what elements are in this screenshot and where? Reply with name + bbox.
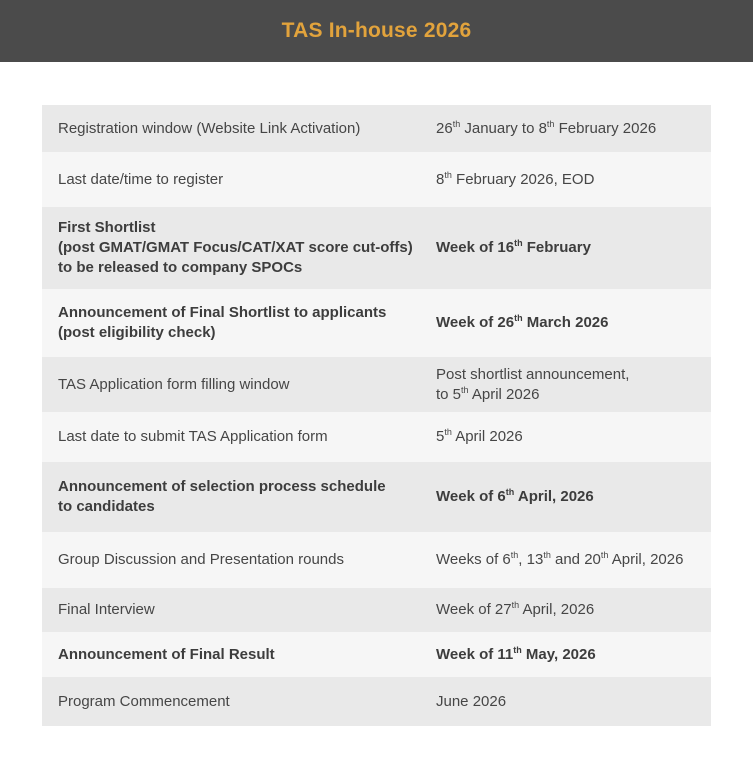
event-cell	[42, 645, 436, 665]
date-cell	[436, 645, 711, 665]
table-row	[42, 532, 711, 588]
date-line: 5th April 2026	[436, 427, 523, 445]
event-cell	[42, 119, 436, 139]
date-cell	[436, 238, 711, 258]
event-line: (post GMAT/GMAT Focus/CAT/XAT score cut-offs)	[58, 239, 413, 256]
header-bar	[0, 0, 753, 62]
date-line: 8th February 2026, EOD	[436, 169, 595, 188]
table-row	[42, 289, 711, 357]
table-row	[42, 357, 711, 412]
date-line: Weeks of 6th, 13th and 20th April, 2026	[436, 550, 684, 568]
event-line: Registration window (Website Link Activation)	[58, 119, 361, 137]
event-cell	[42, 170, 436, 190]
date-line: Week of 6th April, 2026	[436, 487, 594, 505]
date-line: June 2026	[436, 692, 507, 710]
date-cell	[436, 365, 711, 405]
date-line: Post shortlist announcement,	[436, 365, 630, 383]
date-cell	[436, 550, 711, 570]
event-line: (post eligibility check)	[58, 324, 216, 341]
event-line: to be released to company SPOCs	[58, 259, 303, 276]
event-line: Program Commencement	[58, 692, 230, 710]
date-line: Week of 27th April, 2026	[436, 600, 595, 618]
event-line: Announcement of Final Shortlist to applicants	[58, 304, 387, 321]
table-row	[42, 632, 711, 677]
event-cell	[42, 477, 436, 517]
date-cell	[436, 119, 711, 139]
date-line: to 5th April 2026	[436, 384, 540, 403]
event-line: Last date/time to register	[58, 170, 224, 188]
event-cell	[42, 600, 436, 620]
schedule-table	[42, 105, 711, 726]
date-cell	[436, 600, 711, 620]
date-line: Week of 26th March 2026	[436, 313, 609, 331]
table-row	[42, 677, 711, 726]
table-row	[42, 105, 711, 152]
event-line: TAS Application form filling window	[58, 375, 290, 393]
event-line: to candidates	[58, 498, 155, 515]
event-line: Announcement of Final Result	[58, 645, 275, 663]
event-cell	[42, 218, 436, 278]
date-cell	[436, 487, 711, 507]
date-cell	[436, 692, 711, 712]
date-line: 26th January to 8th February 2026	[436, 118, 657, 137]
date-line: Week of 11th May, 2026	[436, 644, 596, 663]
table-row	[42, 412, 711, 462]
date-cell	[436, 313, 711, 333]
event-line: First Shortlist	[58, 219, 156, 236]
event-line: Last date to submit TAS Application form	[58, 428, 328, 445]
table-row	[42, 152, 711, 207]
table-row	[42, 207, 711, 289]
page-title: TAS In-house 2026	[281, 19, 472, 42]
event-line: Announcement of selection process schedule	[58, 478, 386, 495]
event-cell	[42, 303, 436, 343]
date-line: Week of 16th February	[436, 238, 591, 256]
table-row	[42, 462, 711, 532]
event-line: Final Interview	[58, 601, 155, 618]
event-line: Group Discussion and Presentation rounds	[58, 551, 344, 568]
table-row	[42, 588, 711, 632]
event-cell	[42, 375, 436, 395]
event-cell	[42, 692, 436, 712]
date-cell	[436, 427, 711, 447]
event-cell	[42, 550, 436, 570]
date-cell	[436, 170, 711, 190]
event-cell	[42, 427, 436, 447]
